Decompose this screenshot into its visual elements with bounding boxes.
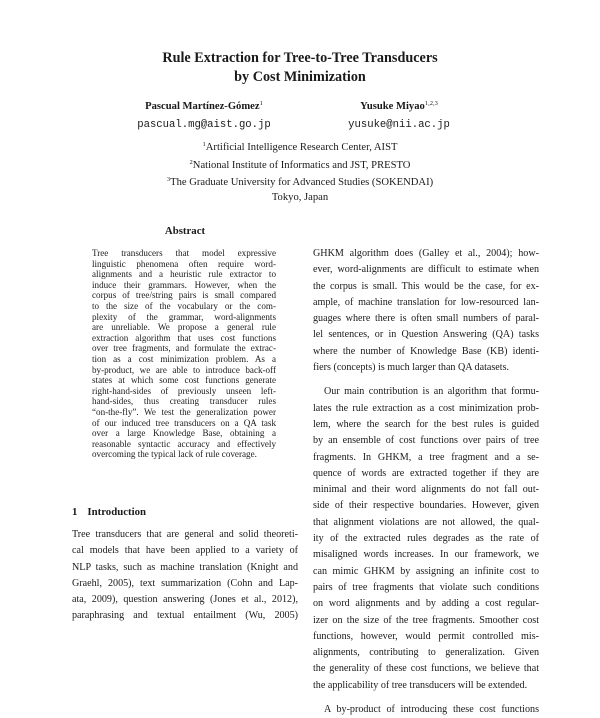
abstract-body xyxy=(92,248,276,460)
affiliation-text: National Institute of Informatics and JST, PRESTO xyxy=(192,159,411,171)
author-2 xyxy=(340,97,458,132)
affiliation-text: Artificial Intelligence Research Center, AIST xyxy=(205,142,398,153)
text-line: Our main contribution is an algorithm that formu- xyxy=(324,386,539,398)
right-column xyxy=(313,246,539,718)
section-number: 1 xyxy=(72,506,78,518)
affiliations xyxy=(0,138,600,205)
text-line: the applicability of tree transducers will be extended. xyxy=(313,679,528,691)
text-line: can mimic GHKM by assigning an infinite cost to xyxy=(313,565,539,577)
text-line: cal models that have been applied to a variety of xyxy=(72,545,298,557)
affiliation-sup: 1 xyxy=(202,141,206,148)
affiliation-sup: 2 xyxy=(189,158,193,166)
text-line: fragments. In GHKM, a tree fragment and a se- xyxy=(313,451,539,463)
text-line: ever, word-alignments are difficult to estimate when xyxy=(313,264,539,276)
text-line: extraction algorithm that uses cost functions xyxy=(92,332,276,343)
text-line: ata, 2009), question answering (Jones et al., 2012), xyxy=(72,594,298,606)
text-line: side of their respective boundaries. However, given xyxy=(313,500,539,512)
affiliation-sup: 3 xyxy=(166,176,171,184)
text-line: over tree fragments, and formulate the extrac- xyxy=(92,343,276,354)
text-line: functions, however, would permit controlled mis- xyxy=(313,630,539,642)
text-line: corpus of tree/string pairs is small compared xyxy=(92,290,276,301)
text-line: where the number of Knowledge Base (KB) identi- xyxy=(313,345,539,357)
section-title: Introduction xyxy=(87,506,147,518)
text-line: lel sentences, or in Question Answering (QA) tasks xyxy=(313,329,539,341)
text-line: Graehl, 2005), text summarization (Cohn and Lap- xyxy=(72,577,298,589)
text-line: are unreliable. We propose a general rule xyxy=(92,322,276,333)
author-affil-sup: 1 xyxy=(259,100,263,107)
affiliation-line xyxy=(0,173,600,191)
paper-title xyxy=(0,49,600,87)
text-line: overcoming the typical lack of rule coverage. xyxy=(92,449,257,460)
text-line: of our induced tree transducers on a QA task xyxy=(92,417,276,428)
affiliation-line xyxy=(0,156,600,174)
text-line: ample, of machine translation for low-resourced lan- xyxy=(313,296,539,308)
text-line: izer on the size of the tree fragments. Smoother cost xyxy=(313,614,539,626)
text-line: states at which some cost functions generate xyxy=(92,375,276,386)
affiliation-text: The Graduate University for Advanced Studies (SOKENDAI) xyxy=(170,177,434,189)
text-line: the generality of these cost functions, we believe that xyxy=(313,663,539,675)
text-line: linguistic phenomena often require word- xyxy=(92,258,276,269)
text-line: “on-the-fly”. We test the generalization power xyxy=(92,406,276,417)
text-line: by an ensemble of cost functions over pairs of tree xyxy=(313,435,539,447)
text-line: on word alignments and by adding a cost regular- xyxy=(313,598,539,610)
text-line: to the size of the vocabulary or the com- xyxy=(92,300,276,311)
author-name: Pascual Martínez-Gómez xyxy=(145,101,260,112)
author-affil-sup: 1,2,3 xyxy=(424,100,438,107)
title-line-2: by Cost Minimization xyxy=(234,69,366,85)
text-line: Tree transducers that are general and solid theoreti- xyxy=(72,529,298,540)
text-line: lem, where the search for the best rules is guided xyxy=(313,418,539,430)
text-line: pairs of tree fragments that violate such conditions xyxy=(313,581,539,593)
right-paragraph-1 xyxy=(313,246,539,376)
text-line: Tree transducers that model expressive xyxy=(92,248,276,258)
text-line: guages where there is often small numbers of paral- xyxy=(313,313,539,325)
author-1 xyxy=(118,97,290,132)
author-name: Yusuke Miyao xyxy=(360,101,425,112)
text-line: plexity of the grammar, word-alignments xyxy=(92,311,276,322)
text-line: reasonable syntactic accuracy and effectively xyxy=(92,438,276,449)
text-line: NLP tasks, such as machine translation (Knight and xyxy=(72,561,298,573)
text-line: hand-sides, thus creating transducer rules xyxy=(92,396,276,407)
text-line: by-product, we are able to introduce back-off xyxy=(92,364,276,375)
text-line: tion as a cost minimization problem. As a xyxy=(92,353,276,364)
right-paragraph-2 xyxy=(313,384,539,694)
title-line-1: Rule Extraction for Tree-to-Tree Transducers xyxy=(162,50,438,66)
text-line: the corpus is small. This would be the case, for ex- xyxy=(313,280,539,292)
text-line: paraphrasing and textual entailment (Wu, 2005) xyxy=(72,610,298,622)
text-line: minimal and their word alignments do not fall out- xyxy=(313,484,539,496)
text-line: alignments, contributing to generalization. Given xyxy=(313,647,539,659)
text-line: fiers (concepts) is much larger than QA datasets. xyxy=(313,362,510,374)
text-line: over a large Knowledge Base, obtaining a xyxy=(92,428,276,439)
text-line: right-hand-sides of previously unseen left- xyxy=(92,385,276,396)
text-line: GHKM algorithm does (Galley et al., 2004); how- xyxy=(313,248,539,259)
text-line: that alignment violations are not allowed, the qual- xyxy=(313,516,539,528)
text-line: induce their grammars. However, when the xyxy=(92,279,276,290)
affiliation-line xyxy=(0,191,600,206)
intro-paragraph xyxy=(72,527,298,625)
text-line: alignments and a heuristic rule extractor to xyxy=(92,269,276,280)
right-paragraph-3 xyxy=(313,702,539,718)
text-line: A by-product of introducing these cost functions xyxy=(324,704,539,716)
author-email: pascual.mg@aist.go.jp xyxy=(137,119,271,131)
text-line: quence of words are extracted together if they are xyxy=(313,467,539,479)
section-heading xyxy=(72,506,146,518)
affiliation-line xyxy=(0,138,600,156)
text-line: lates the rule extraction as a cost minimization prob- xyxy=(313,402,539,414)
affiliation-text: Tokyo, Japan xyxy=(271,191,329,203)
author-email: yusuke@nii.ac.jp xyxy=(348,119,450,131)
text-line: ity of the extracted rules degrades as the rate of xyxy=(313,533,539,545)
text-line: misaligned words increases. In our framework, we xyxy=(313,549,539,561)
abstract-heading: Abstract xyxy=(164,225,206,237)
